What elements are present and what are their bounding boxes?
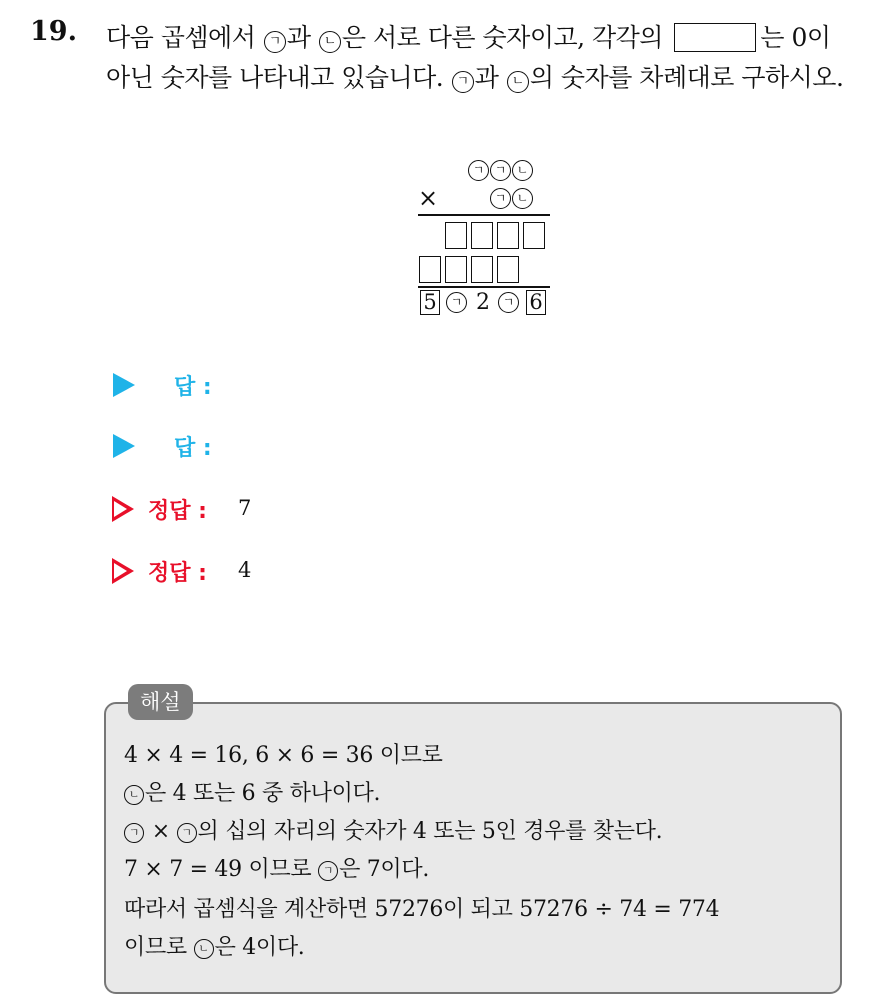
explanation-line-4: 7 × 7 = 49 이므로 ㄱ 은 7이다.	[124, 857, 430, 882]
circle-g-icon: ㄱ	[490, 160, 511, 181]
divider-line	[418, 214, 550, 216]
explanation-line-3: ㄱ × ㄱ 의 십의 자리의 숫자가 4 또는 5인 경우를 찾는다.	[124, 814, 662, 845]
digit-box	[523, 222, 545, 249]
question-number: 19.	[30, 16, 77, 47]
explanation-line-1: 4 × 4 = 16, 6 × 6 = 36 이므로	[124, 743, 443, 768]
explanation-title: 해설	[128, 684, 193, 720]
digit-box	[471, 222, 493, 249]
digit-box	[497, 256, 519, 283]
play-arrow-icon	[113, 434, 135, 458]
circle-n-icon: ㄴ	[319, 31, 341, 53]
outline-arrow-inner	[114, 563, 127, 579]
explanation-line-2: ㄴ 은 4 또는 6 중 하나이다.	[124, 776, 380, 807]
explanation-line-6: 이므로 ㄴ 은 4이다.	[124, 935, 305, 960]
multiplication-diagram	[0, 0, 884, 330]
question-text: 아닌 숫자를 나타내고 있습니다.	[106, 63, 444, 92]
result-digit: 6	[526, 290, 546, 315]
circle-g-icon: ㄱ	[452, 71, 474, 93]
digit-box	[471, 256, 493, 283]
digit-box	[445, 256, 467, 283]
circle-n-icon: ㄴ	[124, 785, 144, 805]
circle-n-icon: ㄴ	[194, 939, 214, 959]
question-text: 은 서로 다른 숫자이고, 각각의	[341, 23, 663, 52]
circle-g-icon: ㄱ	[468, 160, 489, 181]
divider-line	[418, 286, 550, 288]
circle-g-icon: ㄱ	[490, 188, 511, 209]
circle-g-icon: ㄱ	[318, 861, 338, 881]
question-text: 의 숫자를 차례대로 구하시오.	[529, 63, 844, 92]
correct-answer-label: 정답 :	[148, 561, 207, 586]
correct-answer-value: 4	[238, 558, 252, 582]
question-text: 는 0이	[760, 23, 831, 52]
times-sign: ×	[418, 184, 439, 212]
circle-g-icon: ㄱ	[446, 292, 467, 313]
play-arrow-icon	[113, 373, 135, 397]
circle-n-icon: ㄴ	[512, 160, 533, 181]
result-digit: 5	[420, 290, 440, 315]
circle-g-icon: ㄱ	[124, 823, 144, 843]
answer-label: 답 :	[174, 436, 212, 461]
digit-box	[445, 222, 467, 249]
question-text: 다음 곱셈에서	[106, 23, 256, 52]
digit-box	[497, 222, 519, 249]
question-text: 과	[286, 23, 311, 52]
explanation-line-5: 따라서 곱셈식을 계산하면 57276이 되고 57276 ÷ 74 = 774	[124, 897, 720, 922]
circle-g-icon: ㄱ	[264, 31, 286, 53]
circle-g-icon: ㄱ	[498, 292, 519, 313]
correct-answer-value: 7	[238, 496, 252, 520]
correct-answer-label: 정답 :	[148, 499, 207, 524]
circle-n-icon: ㄴ	[507, 71, 529, 93]
result-digit: 2	[476, 290, 490, 315]
digit-box	[419, 256, 441, 283]
circle-g-icon: ㄱ	[177, 823, 197, 843]
outline-arrow-inner	[114, 501, 127, 517]
circle-n-icon: ㄴ	[512, 188, 533, 209]
question-text: 과	[474, 63, 499, 92]
answer-label: 답 :	[174, 375, 212, 400]
